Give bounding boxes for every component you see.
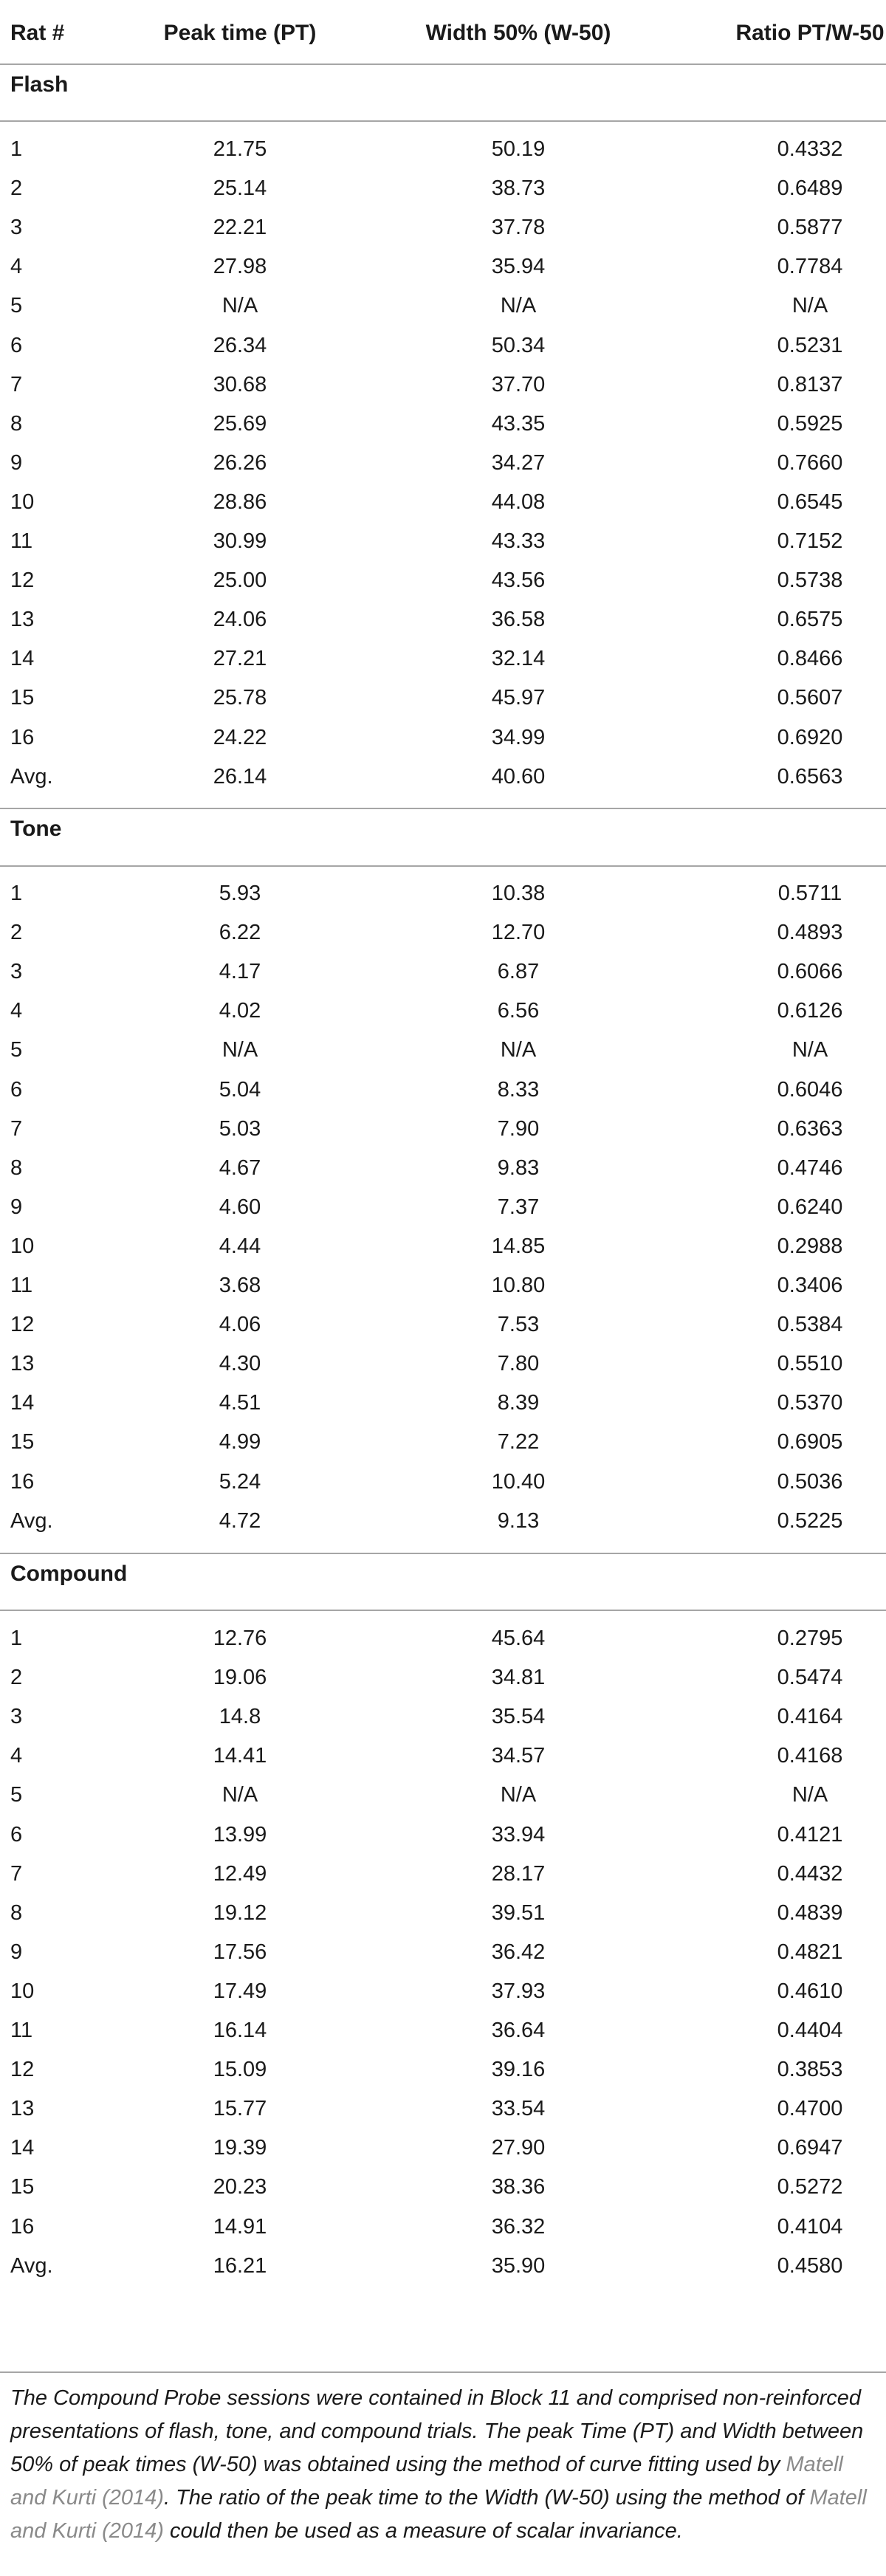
cell-width-50-value: 38.36 <box>491 2175 546 2199</box>
cell-width-50-value: 33.94 <box>491 1823 546 1847</box>
table-row <box>0 1785 886 1826</box>
cell-peak-time-value: 4.44 <box>219 1234 261 1258</box>
cell-width-50-value: 9.13 <box>497 1509 540 1533</box>
table-row <box>0 570 886 611</box>
section-title-tone: Tone <box>10 817 62 841</box>
cell-width-50-value: 7.80 <box>497 1352 540 1375</box>
table-row <box>0 1511 886 1552</box>
cell-width-50-value: 7.90 <box>497 1117 540 1141</box>
cell-ratio-value: 0.5225 <box>777 1509 843 1533</box>
cell-ratio-value: 0.8466 <box>777 647 843 670</box>
cell-peak-time-value: 17.56 <box>213 1940 267 1964</box>
cell-width-50-value: 34.27 <box>491 451 546 475</box>
table-row <box>0 1864 886 1905</box>
cell-ratio-value: 0.3406 <box>777 1274 843 1297</box>
cell-ratio-value: 0.8137 <box>777 373 843 396</box>
cell-width-50-value: 7.22 <box>497 1430 540 1454</box>
table-rule-3 <box>0 865 886 867</box>
cell-width-50-value: 38.73 <box>491 176 546 200</box>
cell-ratio-value: 0.5925 <box>777 412 843 436</box>
table-row <box>0 922 886 964</box>
cell-peak-time-value: 19.06 <box>213 1666 267 1689</box>
table-row <box>0 413 886 455</box>
table-row <box>0 766 886 808</box>
cell-width-50-value: 43.33 <box>491 529 546 553</box>
table-row <box>0 256 886 298</box>
cell-rat-id: 11 <box>10 1274 33 1297</box>
table-row <box>0 374 886 416</box>
cell-ratio-value: 0.5370 <box>777 1391 843 1415</box>
table-rule-5 <box>0 1610 886 1611</box>
table-row <box>0 1745 886 1787</box>
cell-width-50-value: 35.94 <box>491 255 546 278</box>
cell-ratio-value: 0.2988 <box>777 1234 843 1258</box>
cell-peak-time-value: 30.99 <box>213 529 267 553</box>
cell-ratio-value: 0.4404 <box>777 2019 843 2042</box>
cell-ratio-value: 0.4580 <box>777 2254 843 2278</box>
cell-rat-id: 1 <box>10 1627 23 1650</box>
cell-width-50-value: 34.81 <box>491 1666 546 1689</box>
cell-ratio-value: 0.4746 <box>777 1156 843 1180</box>
cell-rat-id: 5 <box>10 294 23 317</box>
cell-peak-time-value: 14.8 <box>219 1705 261 1728</box>
caption-text-3: could then be used as a measure of scalar invariance. <box>163 2519 683 2543</box>
cell-width-50-value: 36.58 <box>491 608 546 631</box>
table-row <box>0 1432 886 1473</box>
cell-rat-id: 4 <box>10 255 23 278</box>
cell-width-50-value: 39.51 <box>491 1901 546 1925</box>
table-row <box>0 2256 886 2297</box>
table-row <box>0 648 886 690</box>
cell-peak-time-value: 5.24 <box>219 1470 261 1494</box>
cell-width-50-value: 37.70 <box>491 373 546 396</box>
cell-peak-time-value: 14.91 <box>213 2215 267 2239</box>
table-row <box>0 139 886 180</box>
cell-ratio-value: 0.4893 <box>777 921 843 944</box>
cell-ratio-value: 0.6920 <box>777 726 843 749</box>
table-row <box>0 2059 886 2101</box>
cell-rat-id: 8 <box>10 412 23 436</box>
cell-rat-id: 10 <box>10 1979 35 2003</box>
cell-rat-id: 14 <box>10 647 35 670</box>
table-row <box>0 1040 886 1081</box>
cell-width-50-value: N/A <box>500 1038 537 1062</box>
table-row <box>0 1903 886 1944</box>
cell-rat-id: 10 <box>10 490 35 514</box>
cell-rat-id: 1 <box>10 882 23 905</box>
table-row <box>0 883 886 924</box>
table-row <box>0 335 886 377</box>
table-row <box>0 1942 886 1983</box>
cell-width-50-value: 10.38 <box>491 882 546 905</box>
table-rule-0 <box>0 63 886 65</box>
cell-rat-id: 14 <box>10 2136 35 2160</box>
cell-ratio-value: 0.4821 <box>777 1940 843 1964</box>
cell-ratio-value: 0.6363 <box>777 1117 843 1141</box>
cell-ratio-value: 0.5036 <box>777 1470 843 1494</box>
cell-rat-id: 13 <box>10 1352 35 1375</box>
table-rule-1 <box>0 120 886 122</box>
cell-width-50-value: 34.99 <box>491 726 546 749</box>
cell-rat-id: 1 <box>10 137 23 161</box>
cell-rat-id: 14 <box>10 1391 35 1415</box>
table-row <box>0 2216 886 2258</box>
cell-width-50-value: 43.35 <box>491 412 546 436</box>
cell-ratio-value: 0.4839 <box>777 1901 843 1925</box>
cell-peak-time-value: 24.22 <box>213 726 267 749</box>
cell-rat-id: 12 <box>10 569 35 592</box>
table-row <box>0 2177 886 2218</box>
cell-peak-time-value: 25.78 <box>213 686 267 710</box>
cell-peak-time-value: N/A <box>222 1038 258 1062</box>
cell-peak-time-value: 27.21 <box>213 647 267 670</box>
cell-rat-id: 9 <box>10 1940 23 1964</box>
cell-width-50-value: 33.54 <box>491 2097 546 2120</box>
table-row <box>0 2020 886 2061</box>
cell-peak-time-value: 19.39 <box>213 2136 267 2160</box>
table-row <box>0 1392 886 1434</box>
table-row <box>0 1000 886 1042</box>
cell-rat-id: 16 <box>10 726 35 749</box>
cell-width-50-value: 7.37 <box>497 1195 540 1219</box>
cell-width-50-value: 14.85 <box>491 1234 546 1258</box>
section-title-compound: Compound <box>10 1562 128 1586</box>
cell-peak-time-value: 26.26 <box>213 451 267 475</box>
cell-rat-id: 9 <box>10 1195 23 1219</box>
cell-ratio-value: 0.6563 <box>777 765 843 789</box>
cell-ratio-value: 0.5474 <box>777 1666 843 1689</box>
cell-rat-id: 12 <box>10 2058 35 2081</box>
cell-width-50-value: 36.64 <box>491 2019 546 2042</box>
cell-ratio-value: 0.7152 <box>777 529 843 553</box>
cell-peak-time-value: 13.99 <box>213 1823 267 1847</box>
cell-rat-id: Avg. <box>10 765 53 789</box>
cell-ratio-value: 0.5877 <box>777 216 843 239</box>
cell-rat-id: 11 <box>10 2019 33 2042</box>
table-row <box>0 1119 886 1160</box>
table-row <box>0 492 886 533</box>
cell-peak-time-value: 25.69 <box>213 412 267 436</box>
cell-ratio-value: 0.6947 <box>777 2136 843 2160</box>
table-header <box>0 0 886 63</box>
cell-peak-time-value: 25.14 <box>213 176 267 200</box>
cell-width-50-value: 10.40 <box>491 1470 546 1494</box>
table-row <box>0 1824 886 1866</box>
cell-width-50-value: 9.83 <box>497 1156 540 1180</box>
cell-width-50-value: 40.60 <box>491 765 546 789</box>
cell-width-50-value: 37.93 <box>491 1979 546 2003</box>
table-row <box>0 453 886 494</box>
cell-ratio-value: 0.4168 <box>777 1744 843 1768</box>
table-row <box>0 2098 886 2140</box>
cell-rat-id: 5 <box>10 1038 23 1062</box>
header-rat: Rat # <box>10 21 65 45</box>
table-row <box>0 295 886 337</box>
cell-width-50-value: 6.87 <box>497 960 540 983</box>
cell-width-50-value: 35.54 <box>491 1705 546 1728</box>
cell-ratio-value: 0.5231 <box>777 334 843 357</box>
cell-peak-time-value: 26.14 <box>213 765 267 789</box>
cell-peak-time-value: 28.86 <box>213 490 267 514</box>
cell-ratio-value: 0.4700 <box>777 2097 843 2120</box>
cell-rat-id: 13 <box>10 2097 35 2120</box>
cell-width-50-value: 35.90 <box>491 2254 546 2278</box>
cell-width-50-value: 10.80 <box>491 1274 546 1297</box>
table-row <box>0 1628 886 1669</box>
cell-ratio-value: N/A <box>791 1783 828 1807</box>
cell-peak-time-value: 4.99 <box>219 1430 261 1454</box>
table-row <box>0 961 886 1003</box>
cell-peak-time-value: 4.17 <box>219 960 261 983</box>
cell-peak-time-value: 30.68 <box>213 373 267 396</box>
cell-ratio-value: 0.6066 <box>777 960 843 983</box>
cell-rat-id: 7 <box>10 1117 23 1141</box>
cell-peak-time-value: 5.03 <box>219 1117 261 1141</box>
cell-rat-id: Avg. <box>10 2254 53 2278</box>
cell-ratio-value: 0.4332 <box>777 137 843 161</box>
cell-rat-id: 15 <box>10 1430 35 1454</box>
caption-text-2: . The ratio of the peak time to the Width (W-50) using the method of <box>163 2486 810 2510</box>
cell-rat-id: 12 <box>10 1313 35 1336</box>
cell-rat-id: 2 <box>10 176 23 200</box>
cell-ratio-value: N/A <box>791 1038 828 1062</box>
cell-width-50-value: 32.14 <box>491 647 546 670</box>
cell-rat-id: 6 <box>10 1823 23 1847</box>
cell-peak-time-value: 17.49 <box>213 1979 267 2003</box>
cell-ratio-value: 0.7660 <box>777 451 843 475</box>
cell-rat-id: 8 <box>10 1901 23 1925</box>
cell-width-50-value: 45.97 <box>491 686 546 710</box>
caption-divider <box>0 2371 886 2373</box>
cell-width-50-value: 37.78 <box>491 216 546 239</box>
cell-width-50-value: 43.56 <box>491 569 546 592</box>
cell-width-50-value: 8.33 <box>497 1078 540 1102</box>
cell-rat-id: 16 <box>10 2215 35 2239</box>
table-caption <box>10 2382 876 2548</box>
cell-peak-time-value: 15.09 <box>213 2058 267 2081</box>
cell-peak-time-value: 4.67 <box>219 1156 261 1180</box>
cell-ratio-value: 0.5272 <box>777 2175 843 2199</box>
cell-width-50-value: 7.53 <box>497 1313 540 1336</box>
table-row <box>0 1197 886 1238</box>
cell-peak-time-value: 4.51 <box>219 1391 261 1415</box>
table-row <box>0 178 886 219</box>
cell-ratio-value: 0.2795 <box>777 1627 843 1650</box>
cell-rat-id: 4 <box>10 1744 23 1768</box>
cell-ratio-value: 0.6240 <box>777 1195 843 1219</box>
table-row <box>0 1314 886 1356</box>
cell-rat-id: 15 <box>10 686 35 710</box>
cell-rat-id: 3 <box>10 960 23 983</box>
cell-ratio-value: 0.6575 <box>777 608 843 631</box>
cell-width-50-value: 28.17 <box>491 1862 546 1886</box>
cell-peak-time-value: 5.04 <box>219 1078 261 1102</box>
cell-ratio-value: 0.5607 <box>777 686 843 710</box>
cell-rat-id: 15 <box>10 2175 35 2199</box>
cell-peak-time-value: 16.21 <box>213 2254 267 2278</box>
cell-ratio-value: N/A <box>791 294 828 317</box>
cell-ratio-value: 0.4164 <box>777 1705 843 1728</box>
cell-peak-time-value: 19.12 <box>213 1901 267 1925</box>
table-row <box>0 1275 886 1316</box>
cell-width-50-value: 44.08 <box>491 490 546 514</box>
cell-width-50-value: N/A <box>500 1783 537 1807</box>
header-peak-time-label: Peak time (PT) <box>163 21 317 45</box>
header-width-50-label: Width 50% (W-50) <box>425 21 611 45</box>
table-row <box>0 1158 886 1199</box>
caption-reference-link-2[interactable]: Matell and Kurti (2014) <box>10 2486 867 2543</box>
cell-width-50-value: N/A <box>500 294 537 317</box>
cell-width-50-value: 27.90 <box>491 2136 546 2160</box>
table-row <box>0 1353 886 1395</box>
cell-ratio-value: 0.4432 <box>777 1862 843 1886</box>
cell-peak-time-value: 16.14 <box>213 2019 267 2042</box>
table-row <box>0 1236 886 1277</box>
cell-peak-time-value: 25.00 <box>213 569 267 592</box>
cell-ratio-value: 0.7784 <box>777 255 843 278</box>
cell-rat-id: 9 <box>10 451 23 475</box>
table-rule-2 <box>0 808 886 809</box>
cell-ratio-value: 0.6046 <box>777 1078 843 1102</box>
cell-ratio-value: 0.4610 <box>777 1979 843 2003</box>
cell-peak-time-value: 24.06 <box>213 608 267 631</box>
cell-ratio-value: 0.3853 <box>777 2058 843 2081</box>
cell-width-50-value: 6.56 <box>497 999 540 1023</box>
cell-peak-time-value: N/A <box>222 294 258 317</box>
cell-ratio-value: 0.5384 <box>777 1313 843 1336</box>
cell-peak-time-value: 15.77 <box>213 2097 267 2120</box>
cell-rat-id: 13 <box>10 608 35 631</box>
table-row <box>0 1706 886 1748</box>
cell-rat-id: 2 <box>10 1666 23 1689</box>
cell-rat-id: 7 <box>10 1862 23 1886</box>
table-rule-4 <box>0 1553 886 1554</box>
cell-peak-time-value: 20.23 <box>213 2175 267 2199</box>
cell-peak-time-value: 5.93 <box>219 882 261 905</box>
cell-rat-id: 2 <box>10 921 23 944</box>
cell-rat-id: 4 <box>10 999 23 1023</box>
table-row <box>0 609 886 650</box>
cell-rat-id: 5 <box>10 1783 23 1807</box>
cell-peak-time-value: N/A <box>222 1783 258 1807</box>
cell-ratio-value: 0.6905 <box>777 1430 843 1454</box>
cell-peak-time-value: 12.49 <box>213 1862 267 1886</box>
cell-rat-id: 10 <box>10 1234 35 1258</box>
caption-text-1: The Compound Probe sessions were contained in Block 11 and comprised non-reinforced presentations of flash, tone, and compound trials. The peak Time (PT) and Width between 50% of peak times (W-50) was obtained using the method of curve fitting used by <box>10 2386 864 2476</box>
cell-width-50-value: 8.39 <box>497 1391 540 1415</box>
table-row <box>0 531 886 572</box>
caption-reference-link-1[interactable]: Matell and Kurti (2014) <box>10 2453 843 2510</box>
cell-ratio-value: 0.4104 <box>777 2215 843 2239</box>
cell-rat-id: 16 <box>10 1470 35 1494</box>
cell-peak-time-value: 4.02 <box>219 999 261 1023</box>
cell-width-50-value: 50.19 <box>491 137 546 161</box>
cell-peak-time-value: 27.98 <box>213 255 267 278</box>
cell-width-50-value: 39.16 <box>491 2058 546 2081</box>
table-row <box>0 727 886 769</box>
cell-width-50-value: 36.42 <box>491 1940 546 1964</box>
cell-ratio-value: 0.6545 <box>777 490 843 514</box>
cell-peak-time-value: 26.34 <box>213 334 267 357</box>
cell-rat-id: 8 <box>10 1156 23 1180</box>
table-row <box>0 1079 886 1121</box>
cell-peak-time-value: 22.21 <box>213 216 267 239</box>
header-ratio-label: Ratio PT/W-50 <box>735 21 885 45</box>
cell-rat-id: 6 <box>10 1078 23 1102</box>
cell-rat-id: 3 <box>10 216 23 239</box>
table-row <box>0 1981 886 2022</box>
cell-rat-id: 11 <box>10 529 33 553</box>
cell-peak-time-value: 4.60 <box>219 1195 261 1219</box>
cell-rat-id: Avg. <box>10 1509 53 1533</box>
cell-ratio-value: 0.4121 <box>777 1823 843 1847</box>
cell-width-50-value: 34.57 <box>491 1744 546 1768</box>
cell-width-50-value: 36.32 <box>491 2215 546 2239</box>
cell-width-50-value: 50.34 <box>491 334 546 357</box>
cell-ratio-value: 0.5738 <box>777 569 843 592</box>
cell-ratio-value: 0.6126 <box>777 999 843 1023</box>
table-row <box>0 2137 886 2179</box>
cell-width-50-value: 12.70 <box>491 921 546 944</box>
table-row <box>0 1667 886 1708</box>
cell-rat-id: 3 <box>10 1705 23 1728</box>
cell-rat-id: 6 <box>10 334 23 357</box>
cell-rat-id: 7 <box>10 373 23 396</box>
cell-ratio-value: 0.5711 <box>777 882 842 905</box>
cell-peak-time-value: 4.06 <box>219 1313 261 1336</box>
cell-width-50-value: 45.64 <box>491 1627 546 1650</box>
table-row <box>0 1471 886 1513</box>
section-title-flash: Flash <box>10 72 69 97</box>
table-row <box>0 217 886 258</box>
cell-ratio-value: 0.6489 <box>777 176 843 200</box>
cell-peak-time-value: 3.68 <box>219 1274 261 1297</box>
cell-peak-time-value: 12.76 <box>213 1627 267 1650</box>
cell-peak-time-value: 4.30 <box>219 1352 261 1375</box>
cell-peak-time-value: 6.22 <box>219 921 261 944</box>
table-row <box>0 687 886 729</box>
cell-peak-time-value: 4.72 <box>219 1509 261 1533</box>
cell-peak-time-value: 21.75 <box>213 137 267 161</box>
cell-peak-time-value: 14.41 <box>213 1744 267 1768</box>
cell-ratio-value: 0.5510 <box>777 1352 843 1375</box>
